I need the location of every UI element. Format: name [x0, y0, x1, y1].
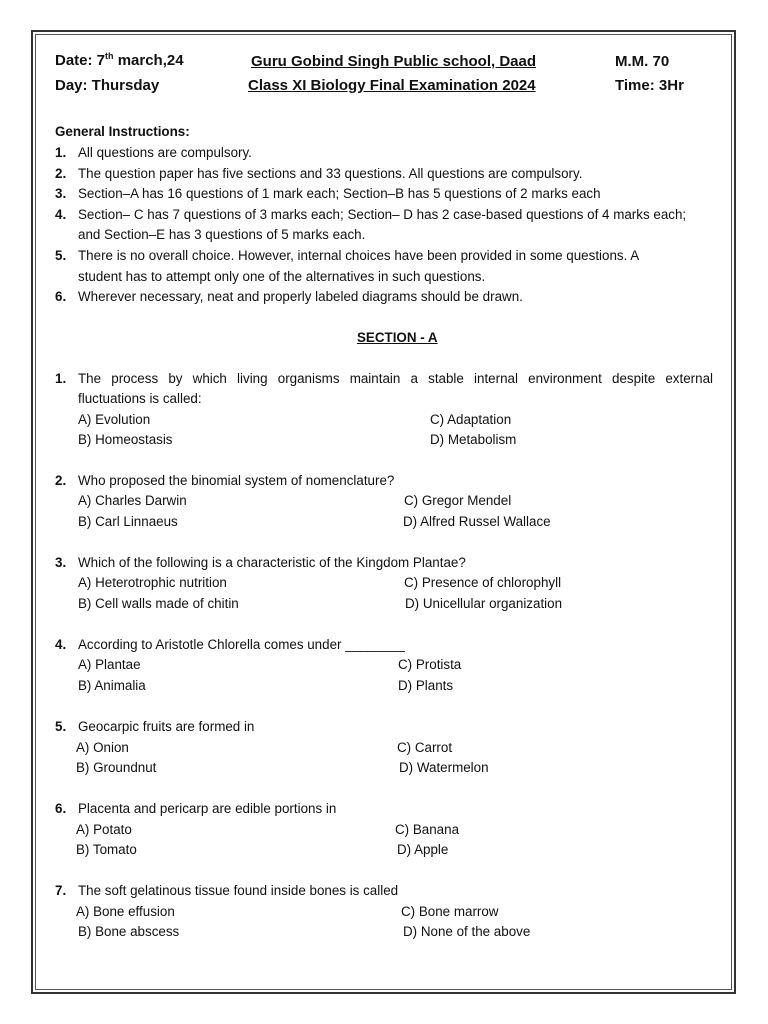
option-a: A) Heterotrophic nutrition	[78, 575, 227, 590]
option-c: C) Protista	[398, 657, 462, 672]
instruction-text: and Section–E has 3 questions of 5 marks each.	[78, 227, 366, 242]
exam-time: Time: 3Hr	[615, 77, 684, 94]
instructions-title: General Instructions:	[55, 124, 190, 139]
instruction-text: Section– C has 7 questions of 3 marks each; Section– D has 2 case-based questions of 4 marks each;	[78, 207, 687, 222]
section-title: SECTION - A	[357, 330, 438, 345]
option-c: C) Adaptation	[430, 412, 512, 427]
option-a: A) Potato	[76, 822, 132, 837]
exam-day: Day: Thursday	[55, 77, 160, 94]
question-number: 6.	[55, 801, 67, 816]
instruction-number: 4.	[55, 207, 67, 222]
option-c: C) Presence of chlorophyll	[404, 575, 562, 590]
instruction-number: 2.	[55, 166, 67, 181]
option-a: A) Evolution	[78, 412, 151, 427]
option-c: C) Gregor Mendel	[404, 493, 512, 508]
option-c: C) Carrot	[397, 740, 453, 755]
exam-title: Class XI Biology Final Examination 2024	[248, 77, 536, 94]
instruction-number: 1.	[55, 145, 67, 160]
question-number: 2.	[55, 473, 67, 488]
instruction-text: There is no overall choice. However, internal choices have been provided in some questions. A	[78, 248, 640, 263]
option-d: D) None of the above	[403, 924, 531, 939]
question-text: Who proposed the binomial system of nomenclature?	[78, 473, 395, 488]
instruction-text: All questions are compulsory.	[78, 145, 252, 160]
question-number: 3.	[55, 555, 67, 570]
instruction-text: The question paper has five sections and 33 questions. All questions are compulsory.	[78, 166, 583, 181]
instruction-text: student has to attempt only one of the alternatives in such questions.	[78, 269, 486, 284]
option-b: B) Cell walls made of chitin	[78, 596, 239, 611]
question-text: fluctuations is called:	[78, 391, 202, 406]
option-d: D) Alfred Russel Wallace	[403, 514, 551, 529]
instruction-number: 3.	[55, 186, 67, 201]
question-text: Placenta and pericarp are edible portions in	[78, 801, 337, 816]
question-number: 7.	[55, 883, 67, 898]
question-text: The process by which living organisms maintain a stable internal environment despite external	[78, 371, 713, 386]
question-text: Geocarpic fruits are formed in	[78, 719, 255, 734]
option-a: A) Plantae	[78, 657, 141, 672]
option-d: D) Unicellular organization	[405, 596, 563, 611]
question-number: 4.	[55, 637, 67, 652]
option-a: A) Onion	[76, 740, 129, 755]
question-number: 1.	[55, 371, 67, 386]
option-b: B) Homeostasis	[78, 432, 173, 447]
option-b: B) Groundnut	[76, 760, 157, 775]
question-text: According to Aristotle Chlorella comes under ________	[78, 637, 405, 652]
school-name: Guru Gobind Singh Public school, Daad	[251, 53, 537, 70]
max-marks: M.M. 70	[615, 53, 670, 70]
option-b: B) Tomato	[76, 842, 137, 857]
question-number: 5.	[55, 719, 67, 734]
instruction-number: 6.	[55, 289, 67, 304]
question-text: Which of the following is a characteristic of the Kingdom Plantae?	[78, 555, 466, 570]
option-b: B) Carl Linnaeus	[78, 514, 178, 529]
option-b: B) Animalia	[78, 678, 146, 693]
option-a: A) Bone effusion	[76, 904, 175, 919]
option-c: C) Bone marrow	[401, 904, 499, 919]
option-d: D) Metabolism	[430, 432, 517, 447]
question-text: The soft gelatinous tissue found inside bones is called	[78, 883, 399, 898]
option-d: D) Plants	[398, 678, 454, 693]
exam-date: Date: 7th march,24	[55, 51, 184, 69]
option-d: D) Apple	[397, 842, 449, 857]
instruction-text: Wherever necessary, neat and properly labeled diagrams should be drawn.	[78, 289, 523, 304]
option-b: B) Bone abscess	[78, 924, 180, 939]
instruction-number: 5.	[55, 248, 67, 263]
option-c: C) Banana	[395, 822, 460, 837]
option-d: D) Watermelon	[399, 760, 489, 775]
instruction-text: Section–A has 16 questions of 1 mark each; Section–B has 5 questions of 2 marks each	[78, 186, 601, 201]
option-a: A) Charles Darwin	[78, 493, 187, 508]
